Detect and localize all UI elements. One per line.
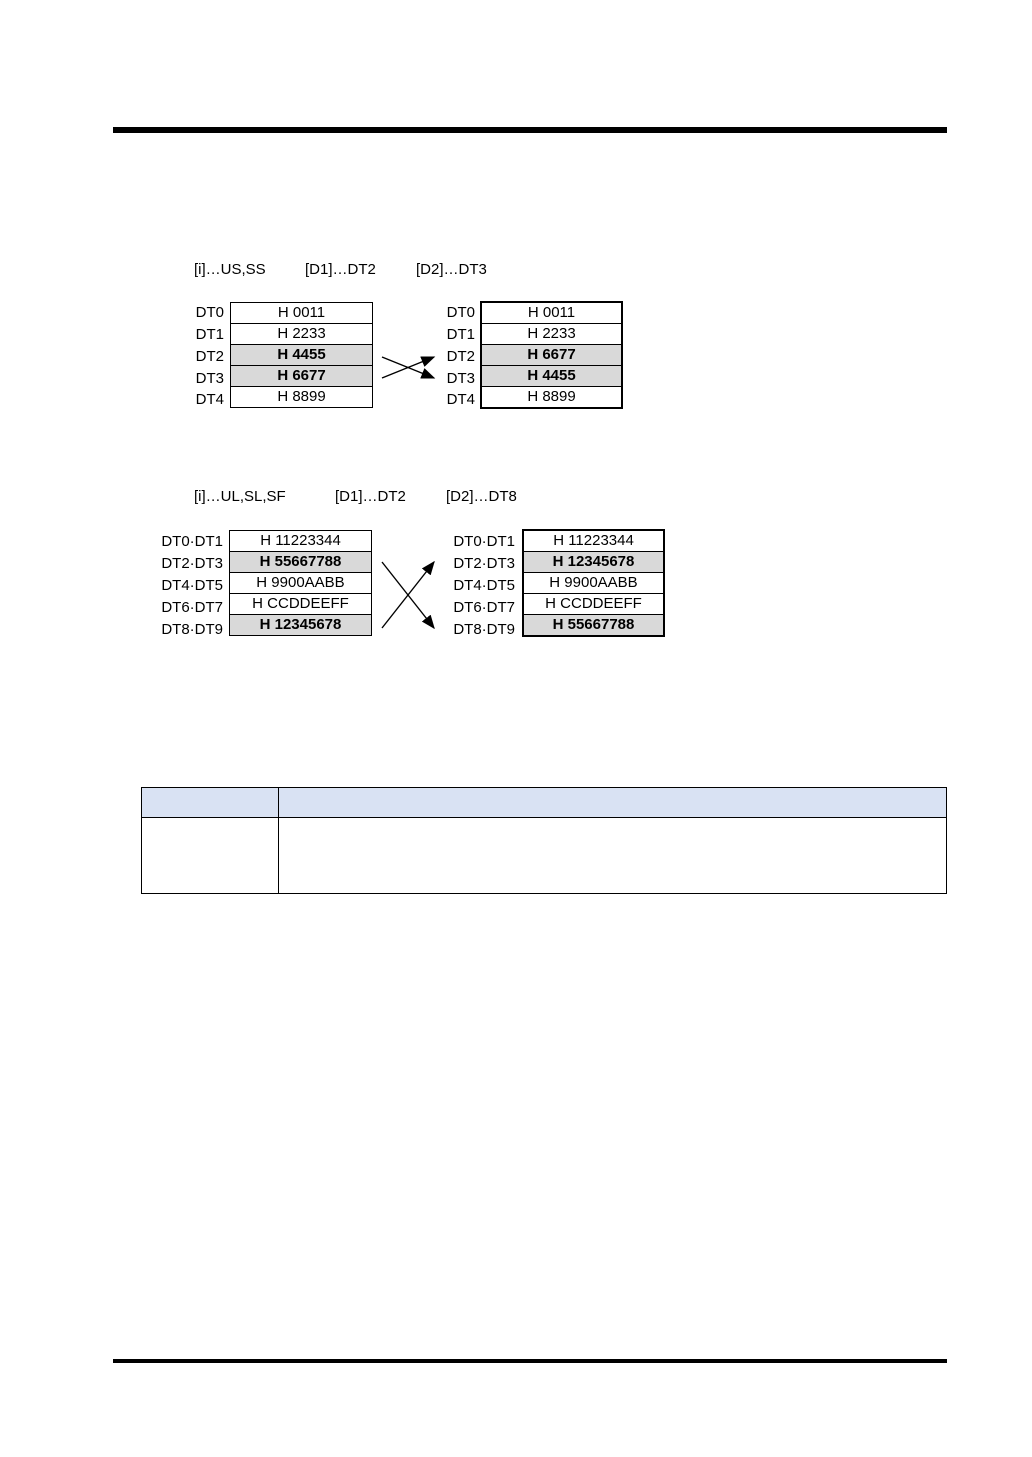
memory-cell: H CCDDEEFF bbox=[230, 594, 372, 615]
condition-d2: [D2]…DT8 bbox=[446, 488, 517, 505]
memory-cell: H 0011 bbox=[481, 302, 622, 324]
memory-table-after bbox=[522, 529, 665, 637]
memory-cell-d1: H 4455 bbox=[231, 345, 373, 366]
condition-i: [i]…US,SS bbox=[194, 261, 266, 278]
row-label: DT4 bbox=[446, 391, 475, 408]
memory-cell: H 2233 bbox=[231, 324, 373, 345]
flag-table-header-name bbox=[142, 788, 279, 818]
memory-cell: H 0011 bbox=[231, 303, 373, 324]
condition-d2: [D2]…DT3 bbox=[416, 261, 487, 278]
row-label: DT4·DT5 bbox=[161, 577, 223, 594]
header-rule bbox=[113, 127, 947, 133]
memory-cell: H 8899 bbox=[481, 387, 622, 409]
flag-table-cell-description bbox=[279, 818, 947, 894]
footer-rule bbox=[113, 1359, 947, 1363]
memory-cell-d2: H 12345678 bbox=[230, 615, 372, 636]
flag-table-header-description bbox=[279, 788, 947, 818]
memory-cell-d2: H 55667788 bbox=[523, 615, 664, 637]
flag-table-cell-name bbox=[142, 818, 279, 894]
row-label: DT8·DT9 bbox=[161, 621, 223, 638]
condition-i: [i]…UL,SL,SF bbox=[194, 488, 286, 505]
memory-cell: H 11223344 bbox=[523, 530, 664, 552]
memory-cell: H 9900AABB bbox=[230, 573, 372, 594]
row-label: DT4·DT5 bbox=[453, 577, 515, 594]
memory-cell-d1: H 12345678 bbox=[523, 552, 664, 573]
row-label: DT3 bbox=[446, 370, 475, 387]
condition-d1: [D1]…DT2 bbox=[305, 261, 376, 278]
memory-cell: H 9900AABB bbox=[523, 573, 664, 594]
flag-table bbox=[141, 787, 947, 894]
memory-cell-d2: H 6677 bbox=[231, 366, 373, 387]
row-label: DT4 bbox=[195, 391, 224, 408]
row-label: DT1 bbox=[195, 326, 224, 343]
row-label: DT6·DT7 bbox=[453, 599, 515, 616]
memory-table-after bbox=[480, 301, 623, 409]
memory-table-before bbox=[229, 530, 372, 636]
row-label: DT3 bbox=[195, 370, 224, 387]
memory-cell-d1: H 55667788 bbox=[230, 552, 372, 573]
row-label: DT1 bbox=[446, 326, 475, 343]
row-label: DT2 bbox=[446, 348, 475, 365]
row-label: DT2·DT3 bbox=[161, 555, 223, 572]
memory-cell: H CCDDEEFF bbox=[523, 594, 664, 615]
row-label: DT6·DT7 bbox=[161, 599, 223, 616]
row-label: DT2·DT3 bbox=[453, 555, 515, 572]
memory-cell-d1: H 6677 bbox=[481, 345, 622, 366]
row-label: DT0 bbox=[446, 304, 475, 321]
row-label: DT0·DT1 bbox=[453, 533, 515, 550]
memory-cell-d2: H 4455 bbox=[481, 366, 622, 387]
memory-cell: H 2233 bbox=[481, 324, 622, 345]
memory-cell: H 8899 bbox=[231, 387, 373, 408]
row-label: DT0 bbox=[195, 304, 224, 321]
memory-table-before bbox=[230, 302, 373, 408]
condition-d1: [D1]…DT2 bbox=[335, 488, 406, 505]
row-label: DT2 bbox=[195, 348, 224, 365]
row-label: DT0·DT1 bbox=[161, 533, 223, 550]
memory-cell: H 11223344 bbox=[230, 531, 372, 552]
row-label: DT8·DT9 bbox=[453, 621, 515, 638]
